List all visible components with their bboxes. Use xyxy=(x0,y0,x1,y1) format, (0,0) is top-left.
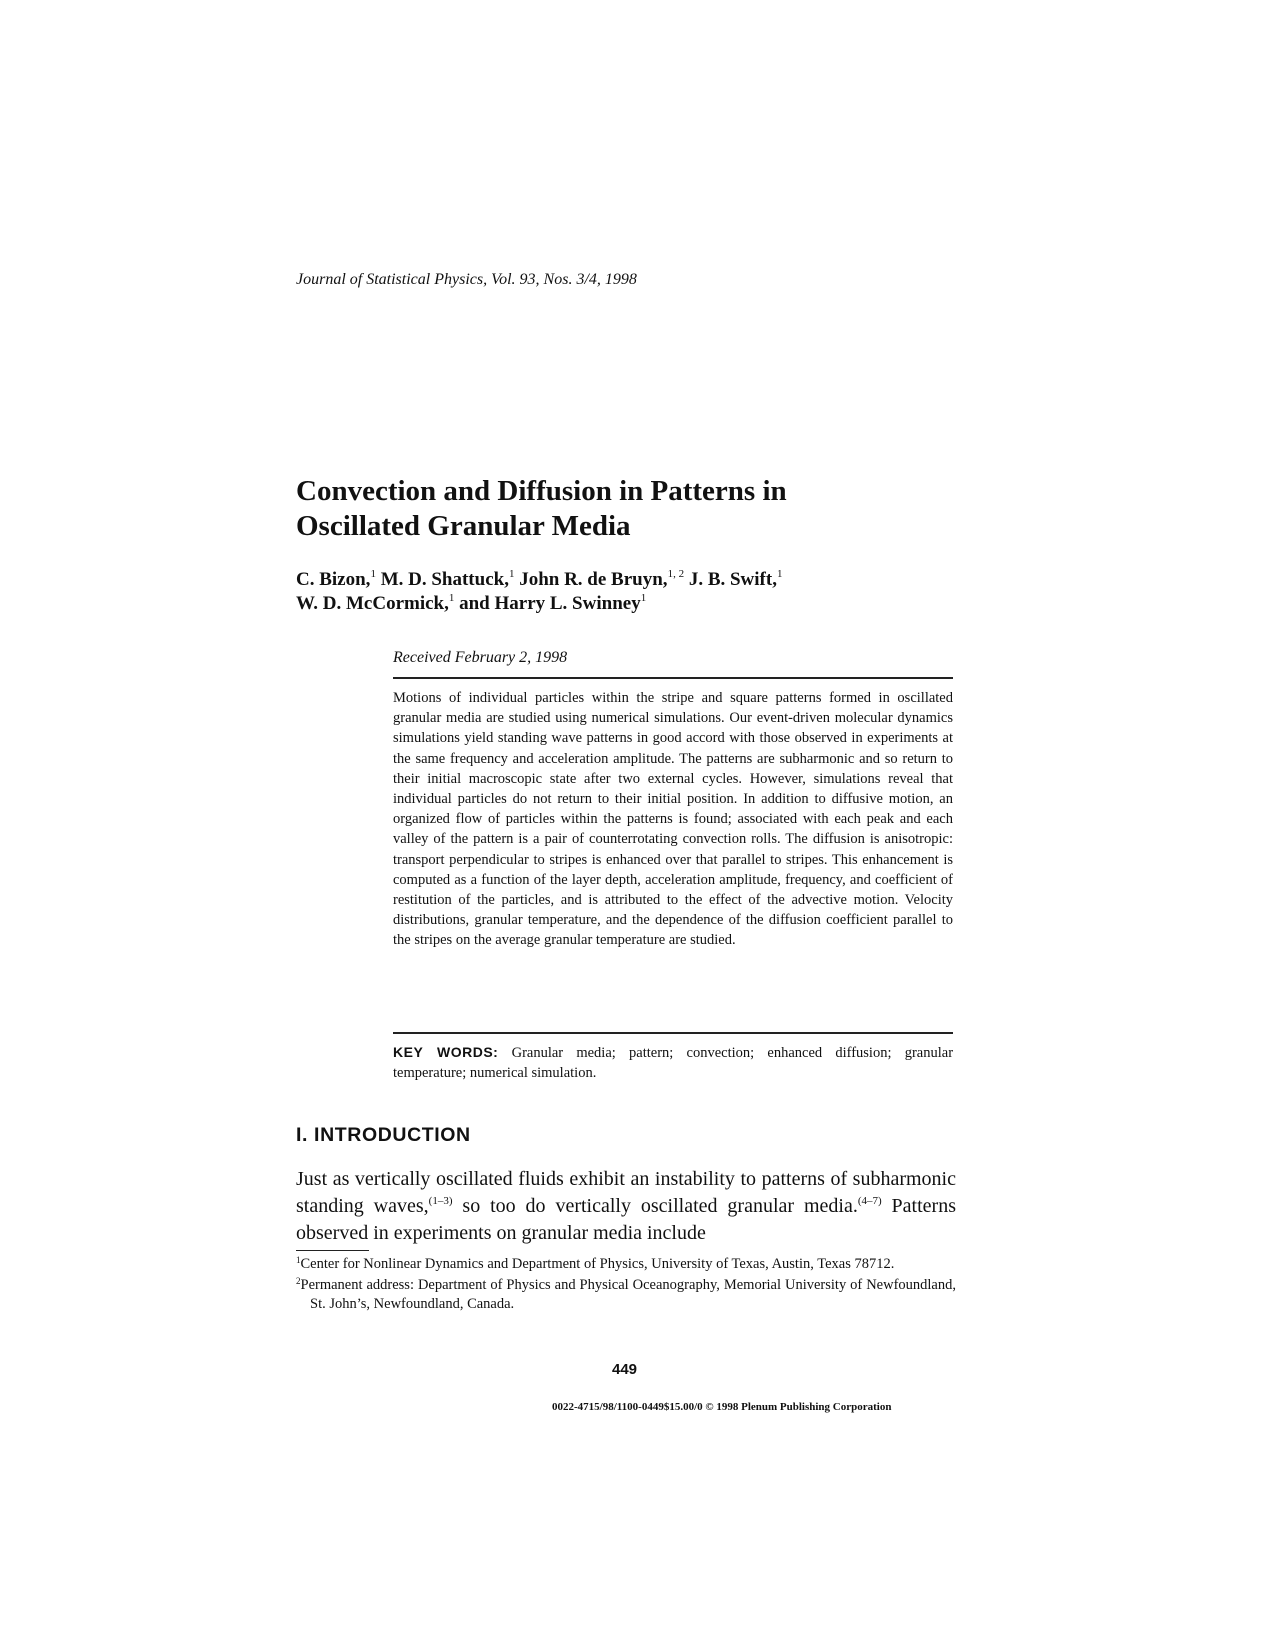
author-name: John R. de Bruyn, xyxy=(519,569,668,590)
title-line-2: Oscillated Granular Media xyxy=(296,510,631,542)
abstract-text: Motions of individual particles within the stripe and square patterns formed in oscillated granular media are studied using numerical simulations. Our event-driven molecular dynamics simulations yield standing wave patterns in good accord with those observed in experiments at the same frequency and acceleration amplitude. The patterns are subharmonic and so return to their initial macroscopic state after two external cycles. However, simulations reveal that individual particles do not return to their initial position. In addition to diffusive motion, an organized flow of particles within the patterns is found; associated with each peak and each valley of the pattern is a pair of counterrotating convection rolls. The diffusion is anisotropic: transport perpendicular to stripes is enhanced over that parallel to stripes. This enhancement is computed as a function of the layer depth, acceleration amplitude, frequency, and coefficient of restitution of the particles, and is attributed to the effect of the advective motion. Velocity distributions, granular temperature, and the dependence of the diffusion coefficient parallel to the stripes on the average granular temperature are studied. xyxy=(393,690,953,949)
author-name: J. B. Swift, xyxy=(688,569,777,590)
footnote xyxy=(296,1255,956,1274)
author-name: and Harry L. Swinney xyxy=(459,593,641,614)
abstract-bottom-rule xyxy=(393,1032,953,1034)
affiliation-mark: 1 xyxy=(370,568,376,580)
title-line-1: Convection and Diffusion in Patterns in xyxy=(296,475,787,507)
footnote-mark: 1 xyxy=(296,1255,301,1265)
author-name: W. D. McCormick, xyxy=(296,593,449,614)
citation-ref: (4–7) xyxy=(857,1195,882,1207)
author-name: C. Bizon, xyxy=(296,569,371,590)
intro-text: Just as vertically oscillated fluids exhibit an instability to patterns of subharmonic standing waves, xyxy=(296,1168,956,1217)
keywords xyxy=(393,1042,953,1083)
affiliation-mark: 1 xyxy=(448,592,455,604)
affiliation-mark: 1 xyxy=(508,568,515,580)
intro-text: so too do vertically oscillated granular media. xyxy=(452,1195,858,1217)
footnote-text: Center for Nonlinear Dynamics and Department of Physics, University of Texas, Austin, Texas 78712. xyxy=(300,1256,895,1272)
footnote-mark: 2 xyxy=(296,1276,301,1286)
footnote-rule xyxy=(296,1250,369,1251)
copyright-line: 0022-4715/98/1100-0449$15.00/0 © 1998 Plenum Publishing Corporation xyxy=(552,1401,892,1413)
citation-ref: (1–3) xyxy=(428,1195,453,1207)
keywords-label: KEY WORDS: xyxy=(393,1044,499,1060)
affiliation-mark: 1 xyxy=(640,592,647,604)
page-number: 449 xyxy=(612,1361,638,1378)
intro-text: Patterns observed in experiments on granular media include xyxy=(296,1195,956,1244)
author-line-2 xyxy=(296,592,996,616)
footnote xyxy=(296,1276,956,1314)
author-list xyxy=(296,568,996,616)
author-line-1 xyxy=(296,568,996,592)
intro-paragraph xyxy=(296,1166,956,1247)
abstract-top-rule xyxy=(393,677,953,679)
footnotes xyxy=(296,1255,956,1316)
paper-title xyxy=(296,474,996,544)
author-name: M. D. Shattuck, xyxy=(380,569,509,590)
section-heading: I. INTRODUCTION xyxy=(296,1124,471,1146)
affiliation-mark: 1 xyxy=(776,568,783,580)
footnote-text: Permanent address: Department of Physics and Physical Oceanography, Memorial University of Newfoundland, St. John’s, Newfoundland, Canada. xyxy=(300,1277,956,1312)
affiliation-mark: 1, 2 xyxy=(667,568,685,580)
keywords-text: Granular media; pattern; convection; enhanced diffusion; granular temperature; numerical simulation. xyxy=(393,1045,954,1081)
journal-citation: Journal of Statistical Physics, Vol. 93, Nos. 3/4, 1998 xyxy=(296,271,637,288)
received-date: Received February 2, 1998 xyxy=(393,649,568,666)
